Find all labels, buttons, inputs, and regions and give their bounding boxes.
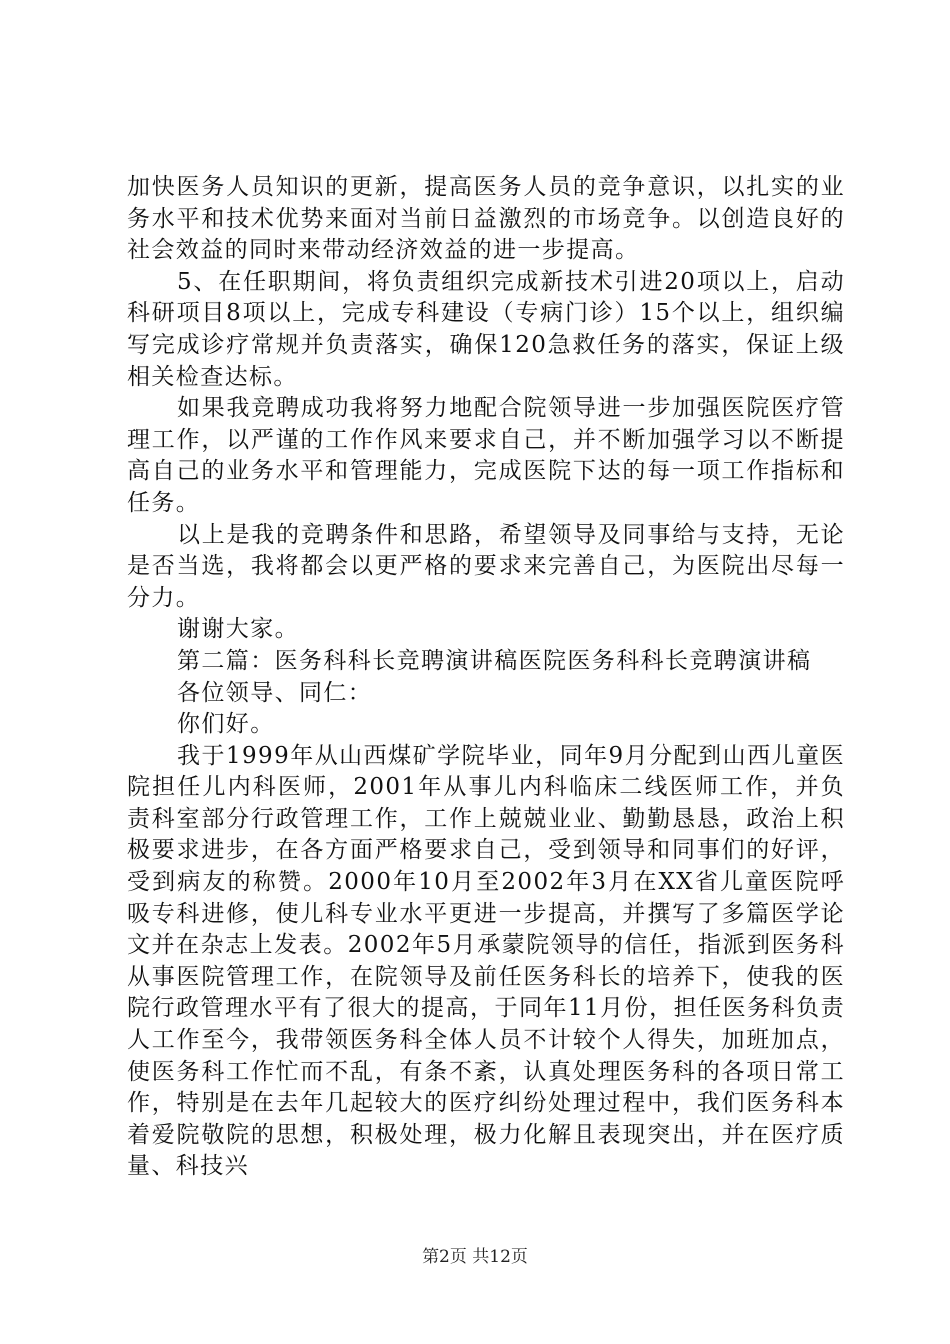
paragraph: 5、在任职期间，将负责组织完成新技术引进20项以上，启动科研项目8项以上，完成专科建设（专病门诊）15个以上，组织编写完成诊疗常规并负责落实，确保120急救任务的落实，保证上级相关检查达标。: [127, 268, 845, 390]
paragraph: 谢谢大家。: [177, 616, 299, 643]
paragraph: 我于1999年从山西煤矿学院毕业，同年9月分配到山西儿童医院担任儿内科医师，2001年从事儿内科临床二线医师工作，并负责科室部分行政管理工作，工作上兢兢业业、勤勤恳恳，政治上积极要求进步，在各方面严格要求自己，受到领导和同事们的好评，受到病友的称赞。2000年10月至2002年3月在XX省儿童医院呼吸专科进修，使儿科专业水平更进一步提高，并撰写了多篇医学论文并在杂志上发表。2002年5月承蒙院领导的信任，指派到医务科从事医院管理工作，在院领导及前任医务科长的培养下，使我的医院行政管理水平有了很大的提高，于同年11月份，担任医务科负责人工作至今，我带领医务科全体人员不计较个人得失，加班加点，使医务科工作忙而不乱，有条不紊，认真处理医务科的各项日常工作，特别是在去年几起较大的医疗纠纷处理过程中，我们医务科本着爱院敬院的思想，积极处理，极力化解且表现突出，并在医疗质量、科技兴: [127, 742, 845, 1180]
page-footer: 第2页 共12页: [422, 1247, 528, 1267]
paragraph: 如果我竞聘成功我将努力地配合院领导进一步加强医院医疗管理工作，以严谨的工作作风来要求自己，并不断加强学习以不断提高自己的业务水平和管理能力，完成医院下达的每一项工作指标和任务。: [127, 395, 845, 516]
paragraph: 以上是我的竞聘条件和思路，希望领导及同事给与支持，无论是否当选，我将都会以更严格的要求来完善自己，为医院出尽每一分力。: [127, 521, 845, 611]
document-body: [127, 172, 845, 1183]
paragraph: 你们好。: [177, 711, 275, 738]
paragraph: 第二篇：医务科科长竞聘演讲稿医院医务科科长竞聘演讲稿: [177, 647, 812, 674]
paragraph: 各位领导、同仁：: [177, 679, 373, 706]
paragraph: 加快医务人员知识的更新，提高医务人员的竞争意识，以扎实的业务水平和技术优势来面对当前日益激烈的市场竞争。以创造良好的社会效益的同时来带动经济效益的进一步提高。: [127, 174, 845, 264]
